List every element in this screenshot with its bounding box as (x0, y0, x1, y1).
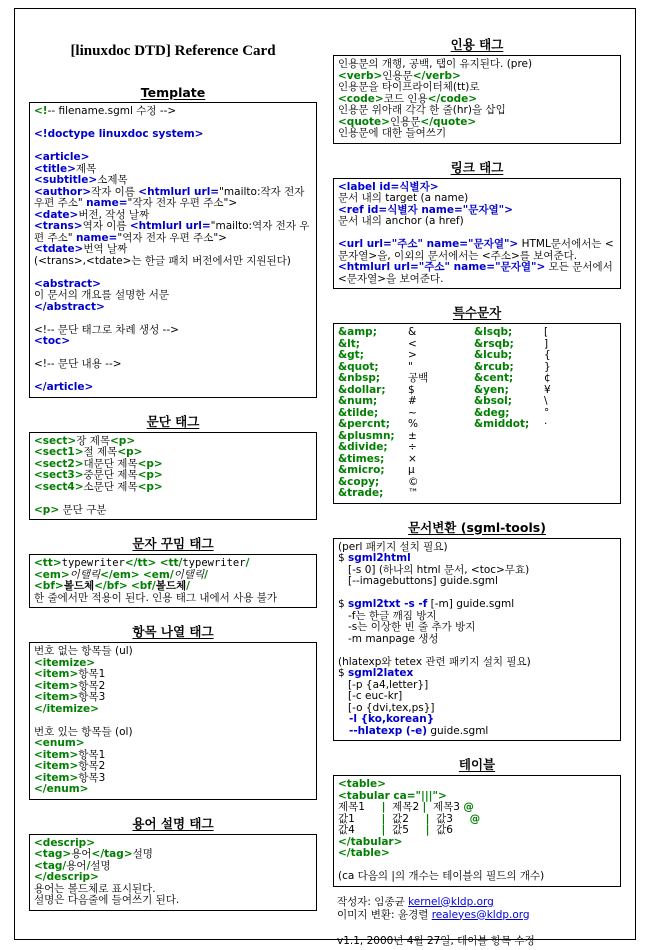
sgml-tag: <item> (34, 748, 79, 761)
text-segment: 번호 없는 항목들 (ul) (34, 645, 133, 657)
sgml-tag: </descrip> (34, 871, 99, 883)
sgml-tag: | (381, 801, 386, 813)
text-segment: &dollar; (338, 383, 386, 396)
sgml-tag: <url url="주소" name="문자열"> (338, 238, 519, 250)
text-segment: 제목2 (385, 801, 423, 813)
sgml-tag: <tdate> (34, 243, 84, 255)
code-line (34, 784, 312, 796)
text-segment: [-p {a4,letter}] (338, 678, 429, 691)
sgml-tag: --hlatexp (-e) (338, 724, 428, 737)
code-line (338, 465, 616, 477)
text-segment: 설명 (90, 859, 111, 872)
text-segment: 인용문에 대한 들여쓰기 (338, 127, 447, 139)
email-link[interactable]: realeyes@kldp.org (431, 908, 530, 921)
text-segment: &bsol; (474, 395, 512, 407)
text-segment: &middot; (474, 418, 530, 430)
text-segment: guide.sgml (427, 724, 489, 737)
text-segment: × (408, 452, 417, 465)
text-segment: &yen; (474, 383, 509, 396)
text-segment: 이미지 변환: 윤경렬 (337, 908, 432, 921)
sgml-tag: <code> (338, 92, 384, 105)
text-segment: 한 줄에서만 적용이 된다. 인용 태그 내에서 사용 불가 (34, 591, 278, 604)
code-line (338, 848, 616, 860)
sgml-tag: <em/ (142, 568, 174, 581)
text-segment: $ (338, 552, 349, 564)
code-line (34, 129, 312, 141)
text-segment: (hlatexp와 tetex 관련 패키지 설치 필요) (338, 655, 531, 668)
code-line (337, 896, 621, 909)
text-segment: [-o {dvi,tex,ps}] (338, 701, 435, 714)
section-heading: 문단 태그 (146, 413, 200, 429)
text-segment: -- filename.sgml 수정 --> (47, 105, 177, 117)
sgml-tag: </tt> (124, 557, 157, 569)
sgml-tag: <item> (34, 668, 79, 680)
section-heading: 테이블 (458, 757, 496, 772)
text-segment: &divide; (338, 441, 388, 453)
text-segment: & (408, 326, 417, 338)
sgml-tag: <itemize> (34, 656, 96, 669)
text-segment: &cent; (474, 372, 514, 384)
text-segment: 항목3 (78, 771, 106, 784)
sgml-tag: <bf/ (130, 580, 156, 592)
text-segment: 값6 (429, 824, 453, 836)
text-segment: 값4 (338, 824, 382, 836)
code-line (338, 327, 616, 339)
code-line (338, 576, 616, 588)
text-segment: 공백 (408, 372, 429, 384)
page-title: [linuxdoc DTD] Reference Card (70, 43, 276, 59)
code-line (338, 488, 616, 500)
sgml-tag: / (204, 568, 208, 581)
sgml-tag: <sect4> (34, 480, 84, 493)
text-segment: 이탤릭 (173, 568, 205, 581)
section-heading: 문자 꾸밈 태그 (132, 536, 214, 551)
text-segment: &rsqb; (474, 337, 514, 350)
sgml-tag: <em> (34, 568, 70, 581)
sgml-tag: <p> (34, 503, 60, 516)
sgml-tag: <quote> (338, 115, 390, 128)
sgml-tag: <tt> (34, 557, 62, 569)
text-segment: "mailto:작자 전자 우편 주소" (34, 185, 308, 209)
sgml-tag: sgml2latex (348, 667, 414, 679)
code-line (34, 359, 312, 371)
text-segment: ¢ (544, 372, 551, 384)
sgml-tag: | (425, 812, 430, 825)
text-segment: 용어 (71, 848, 92, 860)
sgml-tag: <trans> (34, 220, 83, 232)
code-line (338, 373, 616, 385)
text-segment: ± (408, 429, 417, 442)
code-line (34, 302, 312, 314)
sgml-tag: <table> (338, 778, 386, 790)
text-segment: ÷ (408, 441, 417, 453)
text-segment: (<trans>,<tdate>는 한글 패치 버전에서만 지원된다) (34, 254, 291, 267)
sgml-tag: <sect2> (34, 457, 84, 470)
text-segment: 설명은 다음줄에 들여쓰기 된다. (34, 894, 180, 906)
text-segment: > (408, 349, 417, 361)
text-segment: 항목1 (78, 668, 106, 680)
code-box (333, 538, 621, 742)
sgml-tag: / (245, 557, 250, 569)
code-box (29, 432, 317, 521)
text-segment: © (408, 475, 419, 488)
text-segment: 작성자: 임종균 (337, 895, 409, 908)
sgml-tag: | (381, 812, 386, 825)
left-column (29, 21, 317, 931)
sgml-tag: sgml2html (348, 552, 411, 564)
text-segment: 용어는 볼드체로 표시된다. (34, 882, 156, 895)
code-line (338, 128, 616, 140)
sgml-tag: <verb> (338, 69, 383, 82)
text-segment: &nbsp; (338, 372, 381, 384)
sgml-tag: <tt/ (159, 557, 183, 569)
text-segment: (ca 다음의 |의 개수는 테이블의 필드의 개수) (338, 870, 545, 882)
text-segment: 항목1 (78, 748, 106, 761)
code-line (34, 482, 312, 494)
code-line (34, 325, 312, 337)
text-segment: 제목3 (426, 801, 464, 813)
sgml-tag: </tag> (91, 848, 133, 860)
text-segment: 소문단 제목 (83, 480, 138, 493)
text-segment: &tilde; (338, 406, 379, 419)
sgml-tag: <date> (34, 208, 79, 221)
text-segment: · (544, 418, 548, 430)
sgml-tag: </code> (427, 92, 478, 105)
sgml-tag: <!doctype linuxdoc system> (34, 128, 204, 140)
text-segment: 인용문 위아래 각각 한 줄(hr)을 삽입 (338, 104, 506, 116)
sgml-tag: <sect> (34, 434, 77, 447)
code-line (34, 382, 312, 394)
code-box (29, 642, 317, 800)
code-line (337, 922, 621, 935)
sgml-tag: / (86, 859, 91, 872)
sgml-tag: </tabular> (338, 835, 403, 848)
right-column (333, 21, 621, 947)
reference-card (14, 8, 636, 947)
code-line (337, 909, 621, 922)
text-segment: <!-- 문단 태그로 차례 생성 --> (34, 323, 179, 336)
sgml-tag: <descrip> (34, 836, 96, 849)
sgml-tag: <article> (34, 151, 90, 163)
text-segment: (perl 패키지 설치 필요) (338, 540, 448, 553)
text-segment: $ (408, 383, 415, 396)
text-segment: 볼드체 (63, 580, 95, 592)
code-box (333, 178, 621, 290)
text-segment: 값2 (385, 812, 426, 825)
text-segment: &percnt; (338, 418, 390, 430)
code-line (338, 419, 616, 431)
text-segment: ¥ (544, 383, 551, 396)
section-heading: 인용 태그 (450, 37, 504, 52)
text-segment: 이 문서의 개요를 설명한 서문 (34, 289, 170, 301)
text-segment: &quot; (338, 360, 379, 373)
text-segment: ° (544, 406, 550, 419)
code-line (337, 935, 621, 948)
code-line (34, 704, 312, 716)
text-segment: -m manpage 생성 (338, 632, 439, 645)
text-segment: $ (338, 598, 349, 610)
sgml-tag: <sect3> (34, 469, 84, 481)
section-heading: 용어 설명 태그 (132, 815, 214, 831)
text-segment: % (408, 418, 418, 430)
section-heading: Template (140, 85, 206, 100)
code-line (34, 593, 312, 605)
text-segment: 번호 있는 항목들 (ol) (34, 725, 133, 738)
text-segment: { (544, 349, 551, 361)
sgml-tag: <item> (34, 760, 79, 772)
text-segment: typewriter (61, 557, 125, 569)
code-line (338, 442, 616, 454)
text-segment: 작자 이름 (91, 185, 139, 198)
text-segment: 모든 문서에서 <문자열>을 보여준다. (338, 261, 617, 285)
text-segment: typewriter (182, 557, 246, 569)
sgml-tag: | (381, 824, 386, 836)
sgml-tag: -l {ko,korean} (338, 713, 435, 725)
text-segment: 버전, 작성 날짜 (78, 208, 150, 221)
code-box (29, 554, 317, 608)
sgml-tag: <tag/ (34, 859, 67, 872)
text-segment: 항목3 (78, 691, 106, 703)
code-line (34, 895, 312, 907)
sgml-tag: <item> (34, 691, 79, 703)
text-segment: &copy; (338, 475, 380, 488)
sgml-tag: </article> (34, 381, 94, 393)
sgml-tag: <p> (137, 457, 163, 470)
text-segment: 소제목 (97, 174, 128, 186)
sgml-tag: <p> (110, 434, 136, 447)
text-segment: 대문단 제목 (83, 457, 138, 470)
text-segment: 절 제목 (83, 446, 118, 458)
code-box (29, 102, 317, 398)
text-segment: &lt; (338, 337, 360, 350)
text-segment: 값1 (338, 812, 382, 825)
text-segment: &gt; (338, 349, 364, 361)
sgml-tag: sgml2txt -s -f (348, 598, 428, 610)
text-segment: 인용문의 개행, 공백, 탭이 유지된다. (pre) (338, 58, 533, 70)
text-segment: 장 제목 (76, 434, 110, 447)
text-segment: 번역 날짜 (83, 243, 128, 255)
sgml-tag: / (186, 580, 190, 592)
email-link[interactable]: kernel@kldp.org (408, 895, 494, 908)
section-heading: 항목 나열 태그 (132, 624, 214, 639)
text-segment: 제목 (75, 162, 97, 175)
text-segment: 문단 구분 (59, 503, 107, 516)
text-segment: [-s 0] (하나의 html 문서, <toc>무효) (338, 563, 530, 576)
text-segment: ™ (408, 487, 419, 499)
sgml-tag: <p> (137, 469, 163, 481)
sgml-tag: <title> (34, 162, 76, 175)
code-line (338, 871, 616, 883)
text-segment: 값3 (429, 812, 470, 825)
code-line (338, 350, 616, 362)
text-segment: µ (408, 464, 415, 476)
sgml-tag: </em> (100, 568, 140, 581)
text-segment: 코드 인용 (383, 92, 428, 105)
code-line (338, 216, 616, 228)
section-heading: 문서변환 (sgml-tools) (408, 519, 546, 535)
text-segment: 중문단 제목 (83, 469, 138, 481)
sgml-tag: </itemize> (34, 702, 99, 715)
sgml-tag: <item> (34, 771, 79, 784)
text-segment: 역자 이름 (82, 220, 130, 232)
sgml-tag: <htmlurl url="주소" name="문자열"> (338, 261, 546, 273)
sgml-tag: </bf> (94, 580, 128, 592)
text-segment: &times; (338, 452, 385, 465)
sgml-tag: @ (469, 812, 481, 825)
sgml-tag: <htmlurl url= (138, 185, 220, 198)
code-line (34, 221, 312, 244)
text-segment: "역자 전자 우편 주소"> (117, 231, 227, 244)
code-line (338, 634, 616, 646)
sgml-tag: <toc> (34, 335, 71, 347)
text-segment: " (408, 360, 413, 373)
sgml-tag: | (422, 801, 427, 813)
sgml-tag: <sect1> (34, 446, 84, 458)
text-segment: &trade; (338, 487, 384, 499)
text-segment: &deg; (474, 406, 510, 419)
footer (333, 896, 621, 948)
text-segment: \ (544, 395, 548, 407)
text-segment: "작자 전자 우편 주소"> (127, 197, 238, 209)
sgml-tag: name= (86, 197, 128, 209)
text-segment: &rcub; (474, 360, 514, 373)
section-heading: 링크 태그 (450, 159, 504, 175)
text-segment: 값5 (385, 824, 426, 836)
code-line (34, 336, 312, 348)
code-line (34, 256, 312, 268)
text-segment: 항목2 (78, 679, 106, 692)
text-segment: } (544, 360, 551, 373)
sgml-tag: <tabular ca="|||"> (338, 789, 447, 802)
code-line (34, 106, 312, 118)
section-heading: 특수문자 (452, 305, 502, 320)
code-box (333, 775, 621, 887)
text-segment: ~ (408, 406, 417, 419)
text-segment: 문서 내의 anchor (a href) (338, 215, 464, 227)
text-segment: ] (544, 337, 549, 350)
text-segment: < (408, 337, 417, 350)
text-segment: -s는 이상한 빈 줄 추가 방지 (338, 621, 476, 633)
text-segment: "mailto:역자 전자 우편 주소" (34, 220, 310, 244)
code-box (333, 55, 621, 144)
text-segment: &amp; (338, 326, 377, 338)
text-segment: [ (544, 326, 549, 338)
text-segment: &micro; (338, 464, 385, 476)
code-box (29, 834, 317, 911)
text-segment: [--imagebuttons] guide.sgml (338, 575, 498, 587)
text-segment: [-m] guide.sgml (427, 598, 515, 610)
sgml-tag: <label id=식별자> (338, 180, 439, 193)
code-box (333, 323, 621, 504)
text-segment: -f는 한글 깨짐 방지 (338, 609, 437, 622)
text-segment: [-c euc-kr] (338, 690, 403, 702)
text-segment: $ (338, 667, 349, 679)
sgml-tag: </table> (338, 847, 390, 859)
sgml-tag: </verb> (412, 69, 461, 82)
text-segment: &num; (338, 395, 378, 407)
text-segment: 인용문 (382, 69, 413, 82)
sgml-tag: <bf> (34, 580, 64, 592)
text-segment: 이탤릭 (69, 568, 101, 581)
text-segment: 설명 (132, 848, 153, 860)
code-line (338, 239, 616, 262)
sgml-tag: @ (463, 801, 474, 813)
text-segment: 인용문 (389, 115, 421, 128)
sgml-tag: <author> (34, 185, 92, 198)
text-segment: # (408, 395, 417, 407)
sgml-tag: <! (34, 105, 48, 117)
code-line (338, 396, 616, 408)
sgml-tag: <subtitle> (34, 174, 98, 186)
sgml-tag: <enum> (34, 737, 85, 749)
text-segment: 용어 (66, 859, 87, 872)
text-segment: 제목1 (338, 801, 382, 813)
sgml-tag: name= (75, 231, 118, 244)
code-line (34, 187, 312, 210)
text-segment: &lsqb; (474, 326, 513, 338)
sgml-tag: <p> (117, 446, 143, 458)
sgml-tag: <tag> (34, 848, 72, 860)
code-line (338, 262, 616, 285)
sgml-tag: <item> (34, 679, 79, 692)
text-segment: 문서 내의 target (a name) (338, 192, 469, 204)
code-line (338, 726, 616, 738)
text-segment: v1.1, 2000년 4월 27일, 테이블 항목 수정 (337, 934, 535, 947)
text-segment: &lcub; (474, 349, 513, 361)
sgml-tag: </quote> (420, 115, 477, 128)
sgml-tag: <abstract> (34, 277, 101, 290)
sgml-tag: <p> (137, 480, 163, 493)
text-segment: 인용문을 타이프라이터체(tt)로 (338, 81, 480, 93)
text-segment: <!-- 문단 내용 --> (34, 358, 122, 370)
sgml-tag: | (425, 824, 430, 836)
sgml-tag: <htmlurl url= (129, 220, 211, 232)
sgml-tag: </abstract> (34, 300, 105, 313)
text-segment: 항목2 (78, 760, 106, 772)
code-line (34, 505, 312, 517)
text-segment: HTML문서에서는 <문자열>을, 이외의 문서에서는 <주소>를 보여준다. (338, 238, 614, 262)
sgml-tag: <ref id=식별자 name="문자열"> (338, 203, 513, 216)
text-segment: &plusmn; (338, 429, 395, 442)
text-segment: 볼드체 (155, 580, 187, 592)
sgml-tag: </enum> (34, 783, 89, 795)
